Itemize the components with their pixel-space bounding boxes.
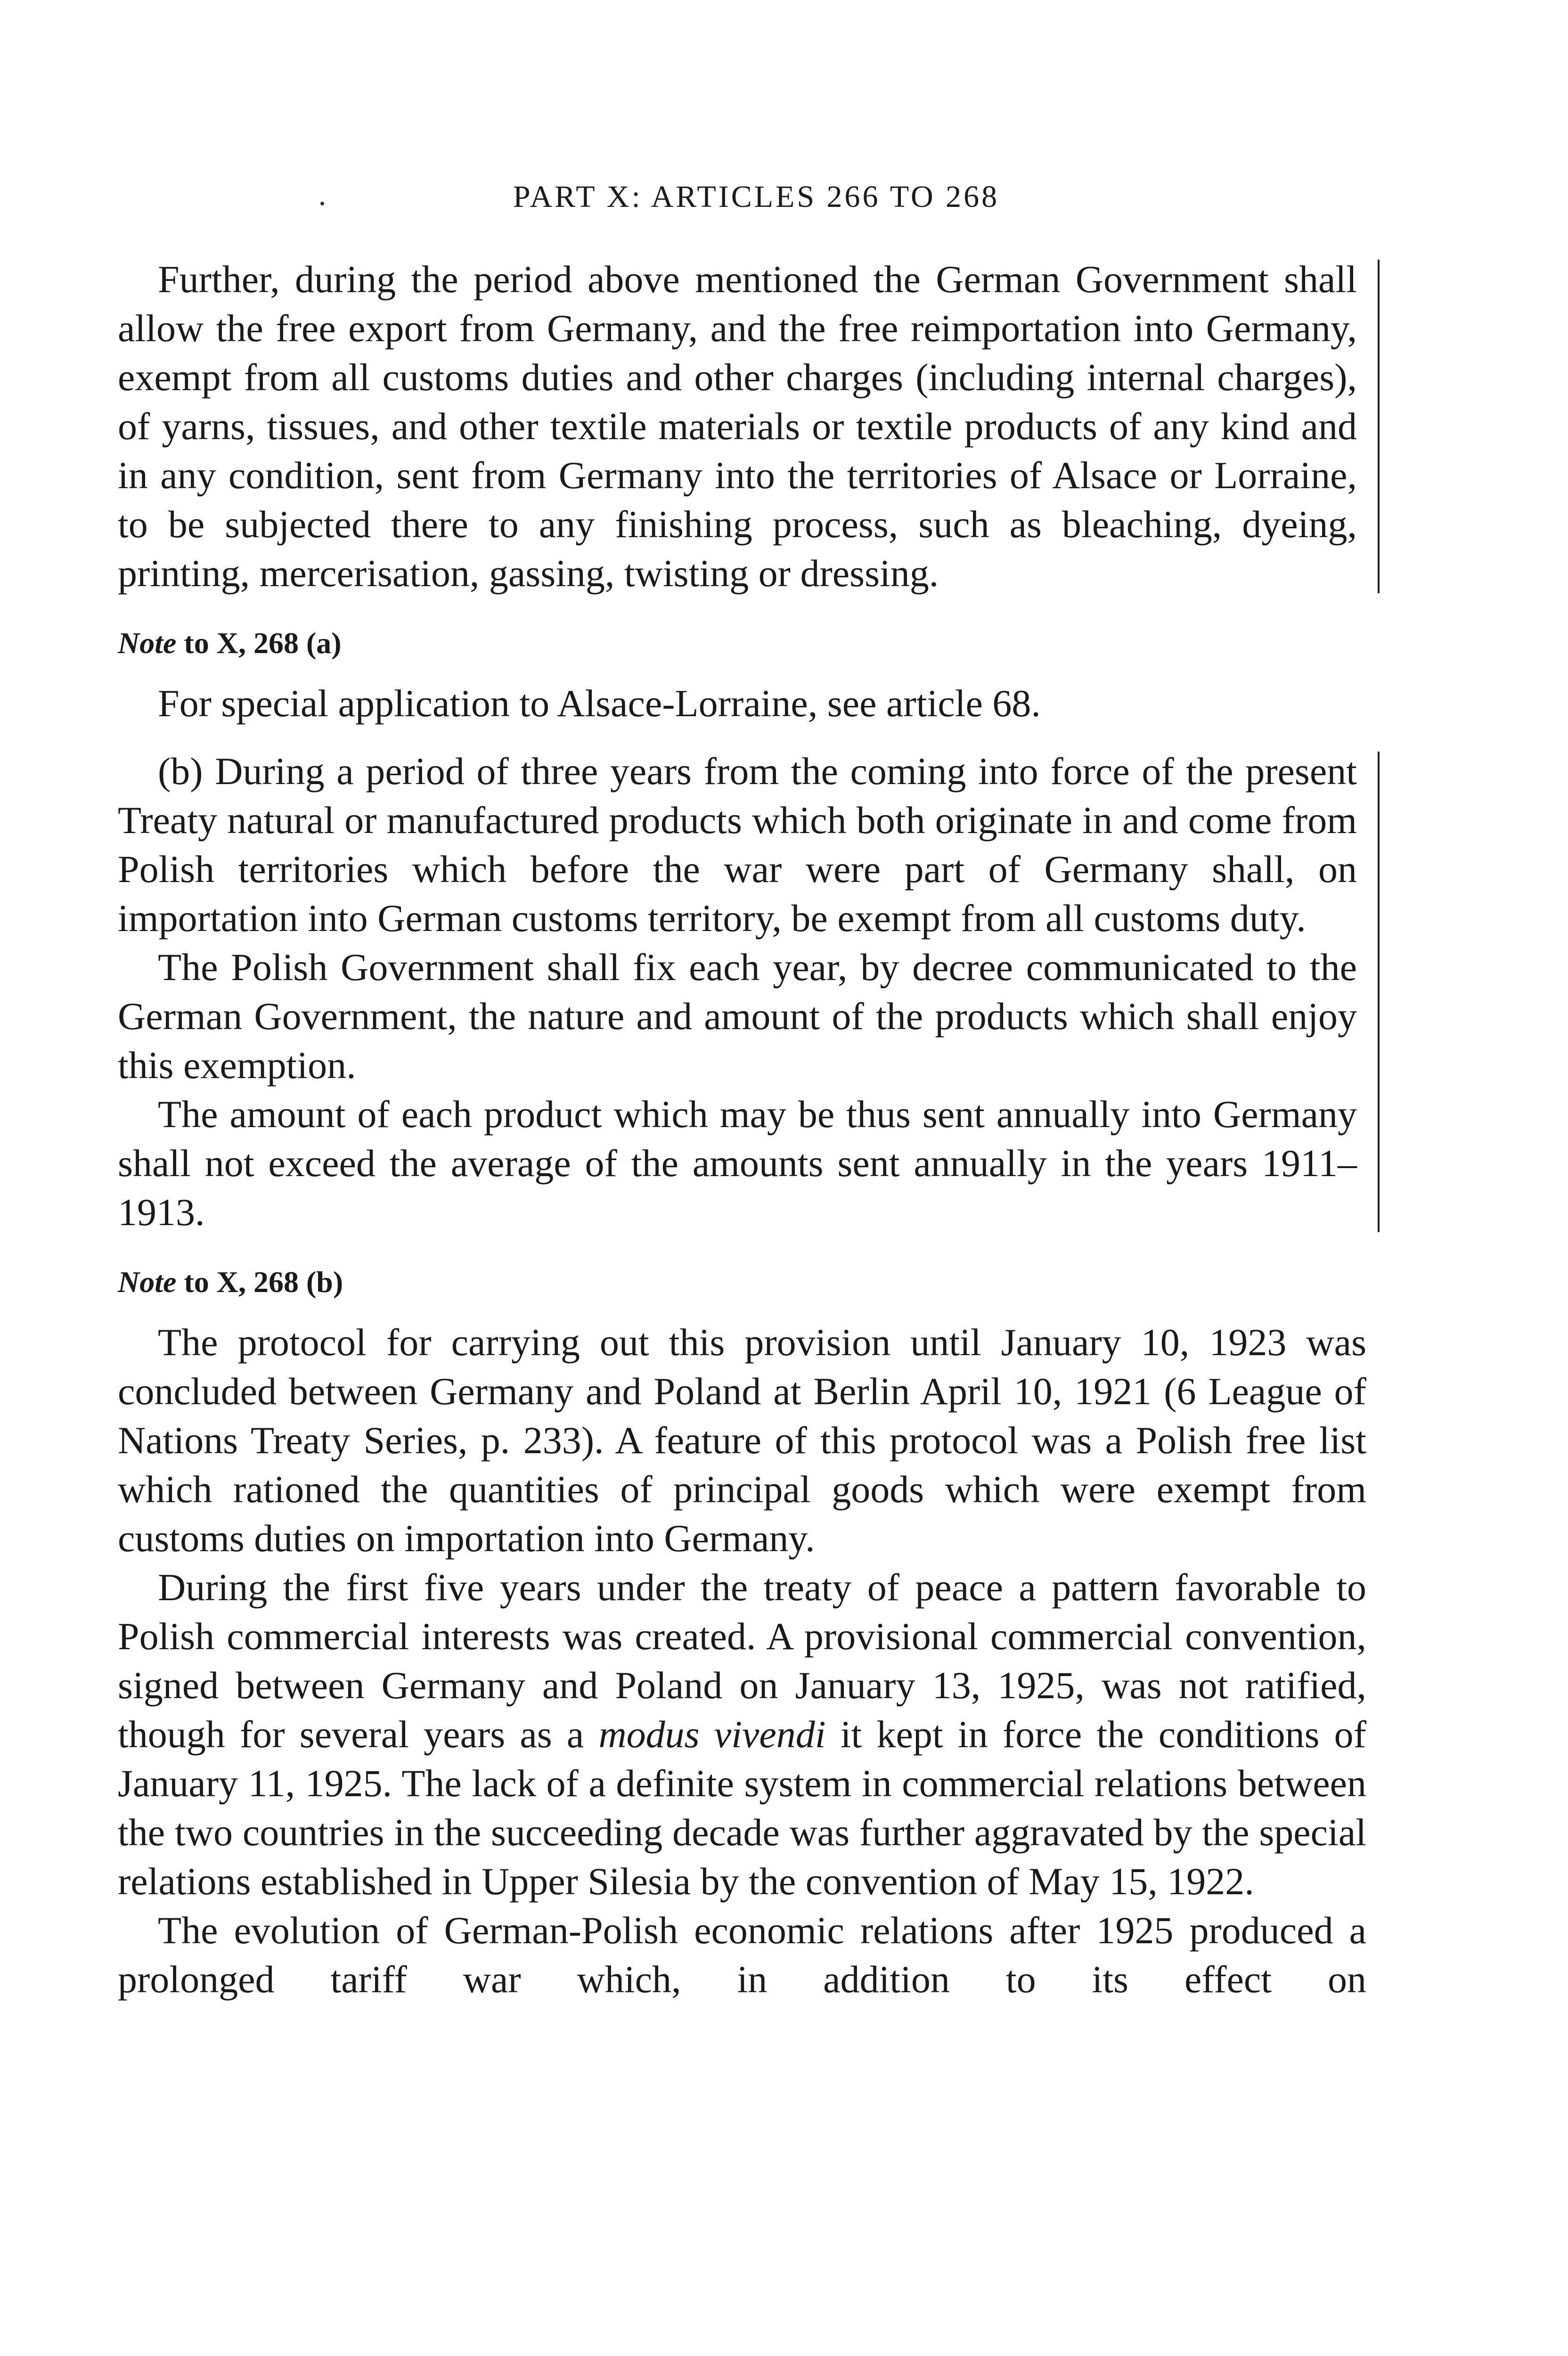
- document-page: [118, 179, 1366, 2004]
- note-a-text: For special application to Alsace-Lorraine, see article 68.: [158, 682, 1041, 725]
- treaty-text-block-1: [118, 255, 1366, 598]
- running-head-text: PART X: ARTICLES 266 TO 268: [513, 180, 1000, 214]
- paragraph-annual-amount: The amount of each product which may be thus sent annually into Germany shall not exceed the average of the amounts sent annually in the years 1911–1913.: [118, 1093, 1357, 1234]
- note-b-paragraph-pattern: [118, 1563, 1366, 1906]
- latin-phrase: modus vivendi: [598, 1713, 826, 1756]
- paragraph-textile-reimport: Further, during the period above mentioned the German Government shall allow the free export from Germany, and the free reimportation into Germany, exempt from all customs duties and other charges (including internal charges), of yarns, tissues, and other textile materials or textile products of any kind and in any condition, sent from Germany into the territories of Alsace or Lorraine, to be subjected there to any finishing process, such as bleaching, dyeing, printing, mercerisation, gassing, twisting or dressing.: [118, 258, 1357, 595]
- note-b-paragraph-protocol: The protocol for carrying out this provision until January 10, 1923 was concluded between Germany and Poland at Berlin April 10, 1921 (6 League of Nations Treaty Series, p. 233). A feature of this protocol was a Polish free list which rationed the quantities of principal goods which were exempt from customs duties on importation into Germany.: [118, 1321, 1366, 1560]
- note-ref: to X, 268 (a): [176, 626, 342, 660]
- note-ref: to X, 268 (b): [176, 1265, 343, 1299]
- text-run: During the first five years under the treaty of peace a pattern favorable to Polish commercial interests was created. A provisional commercial convention, signed between Germany and Poland on January 13, 1925, was not ratified, though for several years as a: [118, 1566, 1366, 1756]
- text-run: it kept in force the conditions of January 11, 1925. The lack of a definite system in commercial relations between the two countries in the succeeding decade was further aggravated by the special relations established in Upper Silesia by the convention of May 15, 1922.: [118, 1713, 1366, 1903]
- note-b-paragraph-tariff-war: The evolution of German-Polish economic relations after 1925 produced a prolonged tariff war which, in addition to its effect on: [118, 1909, 1366, 2001]
- treaty-text-block-2: [118, 747, 1366, 1237]
- running-head: [118, 179, 1366, 215]
- note-heading-b: [118, 1264, 1366, 1300]
- note-heading-a: [118, 625, 1366, 661]
- stray-dot: [320, 202, 324, 205]
- paragraph-polish-decree: The Polish Government shall fix each year, by decree communicated to the German Government, the nature and amount of the products which shall enjoy this exemption.: [118, 946, 1357, 1087]
- note-label: Note: [118, 626, 177, 660]
- paragraph-polish-exemption: (b) During a period of three years from the coming into force of the present Treaty natural or manufactured products which both originate in and come from Polish territories which before the war were part of Germany shall, on importation into German customs territory, be exempt from all customs duty.: [118, 750, 1357, 940]
- note-label: Note: [118, 1265, 177, 1299]
